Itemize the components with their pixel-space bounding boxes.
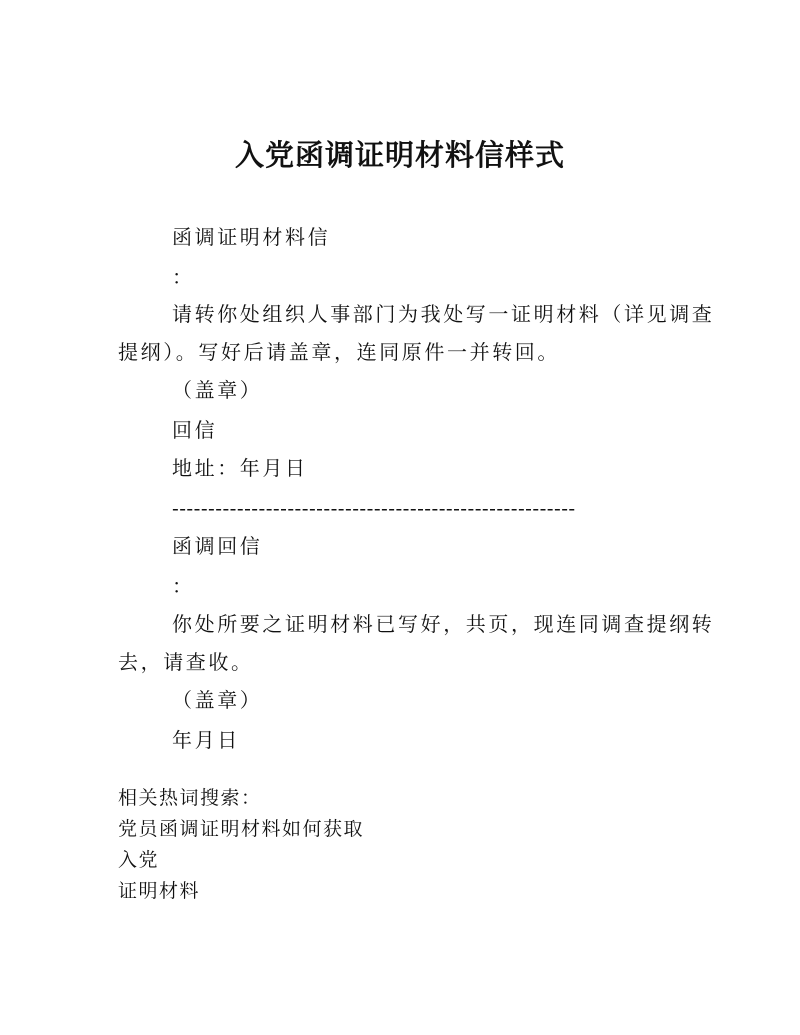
keywords-label: 相关热词搜索： — [118, 787, 262, 809]
address-date: 地址：年月日 — [172, 456, 308, 480]
reply-date: 年月日 — [172, 728, 240, 752]
reply-seal: （盖章） — [172, 688, 263, 712]
letter-salutation: ： — [172, 265, 195, 289]
letter-heading: 函调证明材料信 — [172, 225, 331, 249]
letter-seal: （盖章） — [172, 378, 263, 402]
separator-line: -------------------------------------------------------- — [172, 496, 576, 520]
keyword-link[interactable]: 党员函调证明材料如何获取 — [118, 818, 365, 840]
reply-heading: 函调回信 — [172, 534, 263, 558]
keyword-link[interactable]: 证明材料 — [118, 880, 201, 902]
reply-body-line-2: 去，请查收。 — [118, 650, 254, 674]
reply-label: 回信 — [172, 418, 218, 442]
page-title: 入党函调证明材料信样式 — [234, 138, 565, 172]
reply-salutation: ： — [172, 574, 195, 598]
reply-body-line-1: 你处所要之证明材料已写好，共页，现连同调查提纲转 — [172, 612, 715, 636]
letter-body-line-2: 提纲）。写好后请盖章，连同原件一并转回。 — [118, 340, 560, 364]
keyword-link[interactable]: 入党 — [118, 849, 160, 871]
letter-body-line-1: 请转你处组织人事部门为我处写一证明材料（详见调查 — [172, 302, 715, 326]
